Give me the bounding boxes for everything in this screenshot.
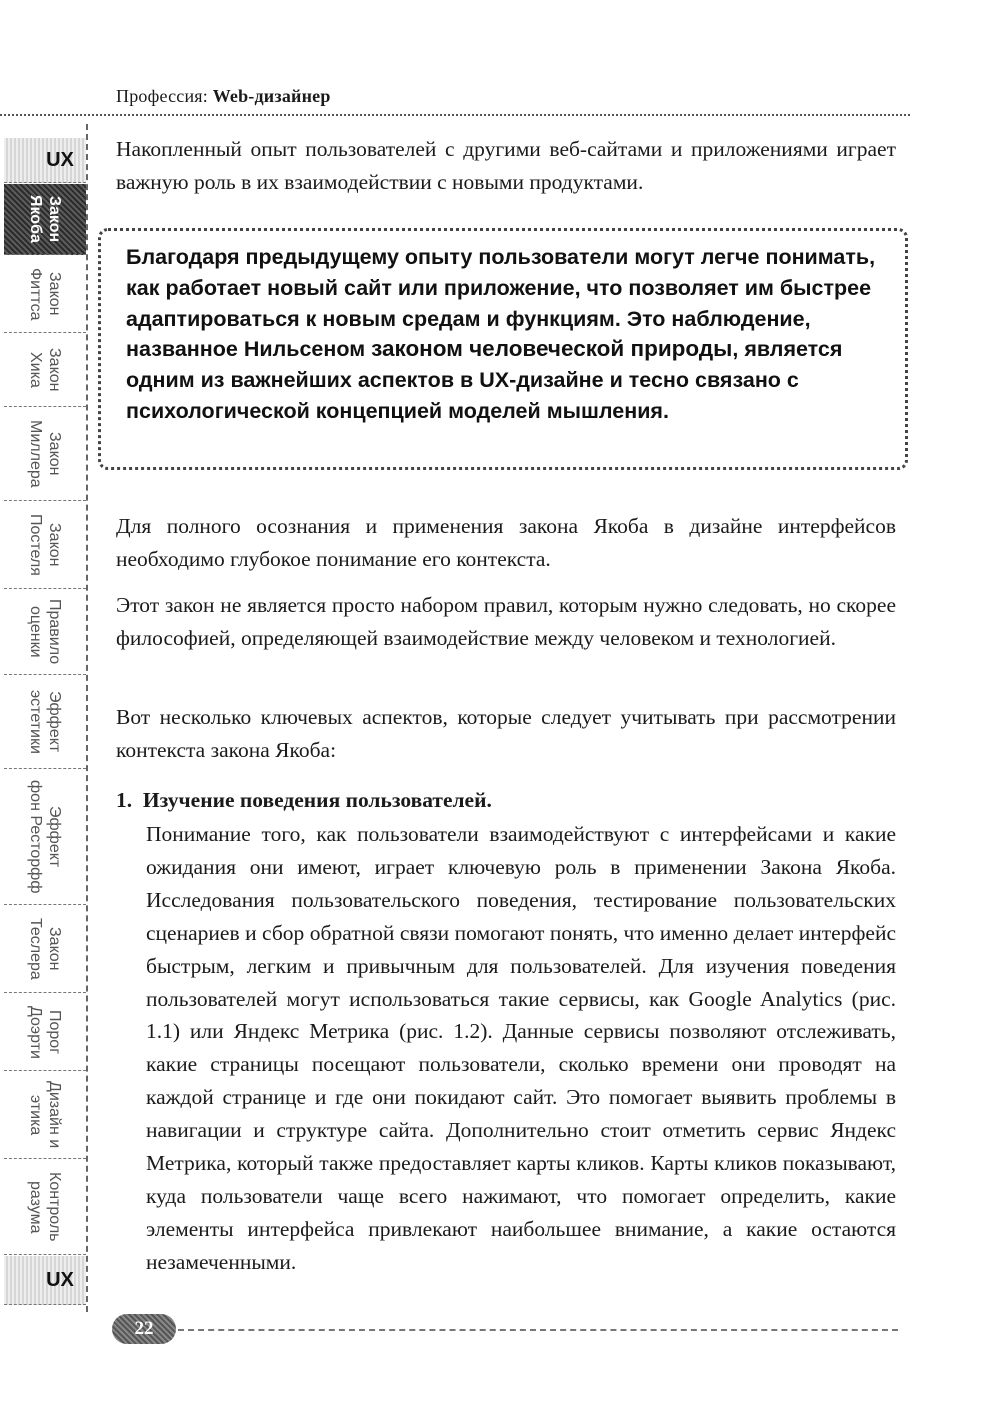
- tab-miller-law[interactable]: [4, 408, 86, 501]
- paragraph-aspects: Вот несколько ключевых аспектов, которые следует учитывать при рассмотрении контекста закона Якоба:: [116, 705, 896, 762]
- tab-peak-end-rule[interactable]: [4, 590, 86, 675]
- tab-mind-control[interactable]: [4, 1160, 86, 1255]
- tab-label: Закон Постеля: [27, 514, 63, 576]
- intro-paragraph: Накопленный опыт пользователей с другими веб-сайтами и приложениями играет важную роль в их взаимодействии с новыми продуктами.: [116, 137, 896, 194]
- ux-bottom-label: UX: [46, 1268, 74, 1291]
- tab-label: Правило оценки: [27, 599, 63, 665]
- tab-hick-law[interactable]: [4, 334, 86, 407]
- callout-highlight: законом человеческой природы: [371, 336, 733, 362]
- page-number: 22: [112, 1314, 176, 1344]
- tab-label: Контроль разума: [27, 1172, 63, 1242]
- tab-label: Закон Теслера: [27, 918, 63, 980]
- tab-label: Эффект фон Ресторфф: [27, 780, 63, 894]
- header-prefix: Профессия:: [116, 86, 213, 106]
- tab-label: Эффект эстетики: [27, 690, 63, 754]
- footer-divider: [178, 1329, 898, 1331]
- tab-label: Закон Фиттса: [27, 267, 63, 321]
- paragraph-context: Для полного осознания и применения закона Якоба в дизайне интерфейсов необходимо глубокое понимание его контекста.: [116, 514, 896, 571]
- tab-doherty-threshold[interactable]: [4, 994, 86, 1071]
- tab-jakob-law[interactable]: [4, 184, 86, 255]
- tab-design-ethics[interactable]: [4, 1072, 86, 1159]
- tab-von-restorff-effect[interactable]: [4, 770, 86, 905]
- tab-fitts-law[interactable]: [4, 256, 86, 333]
- running-header: [116, 86, 331, 107]
- header-divider: [0, 114, 910, 116]
- callout-part2: , является одним из важнейших аспектов в UX-дизайне и тесно связано с психологической концепцией моделей мышления.: [126, 337, 843, 423]
- list-item-body: Понимание того, как пользователи взаимодействуют с интерфейсами и какие ожидания они имеют, играет ключевую роль в применении Закона Якоба. Исследования пользовательского поведения, тестирование пользовательских сценариев и сбор обратной связи помогают понять, что именно делает интерфейс быстрым, легким и привычным для пользователей. Для изучения поведения пользователей могут использоваться такие сервисы, как Google Analytics (рис. 1.1) или Яндекс Метрика (рис. 1.2). Данные сервисы позволяют отслеживать, какие страницы посещают пользователи, сколько времени они проводят на каждой странице и где они покидают сайт. Это помогает выявить проблемы в навигации и структуре сайта. Дополнительно стоит отметить сервис Яндекс Метрика, который также предоставляет карты кликов. Карты кликов показывают, куда пользователи чаще всего нажимают, что помогает определить, какие элементы интерфейса привлекают наибольшее внимание, а какие остаются незамеченными.: [146, 822, 896, 1274]
- callout-text: [126, 242, 886, 427]
- sidebar-ux-top: [4, 138, 86, 183]
- sidebar-ux-bottom: [4, 1256, 86, 1305]
- tab-tesler-law[interactable]: [4, 906, 86, 993]
- list-item-number: 1.: [116, 788, 133, 812]
- tab-label: Порог Доэрти: [27, 1005, 63, 1059]
- ux-top-label: UX: [46, 148, 74, 171]
- tab-label: Дизайн и этика: [27, 1081, 63, 1149]
- tab-label: Закон Миллера: [27, 420, 63, 488]
- header-title: Web-дизайнер: [212, 86, 331, 106]
- list-item-heading: 1. Изучение поведения пользователей.: [116, 788, 492, 812]
- tab-label: Закон Якоба: [27, 195, 63, 243]
- tab-label: Закон Хика: [27, 348, 63, 392]
- tab-aesthetic-effect[interactable]: [4, 676, 86, 769]
- sidebar-divider: [86, 124, 88, 1312]
- list-item-title: Изучение поведения пользователей: [142, 788, 487, 812]
- tab-postel-law[interactable]: [4, 502, 86, 589]
- paragraph-philosophy: Этот закон не является просто набором правил, которым нужно следовать, но скорее философией, определяющей взаимодействие между человеком и технологией.: [116, 593, 896, 650]
- callout-part1: Благодаря предыдущему опыту пользователи могут легче понимать, как работает новый сайт или приложение, что позволяет им быстрее адаптироваться к новым средам и функциям. Это наблюдение, названное Нильсеном: [126, 245, 876, 362]
